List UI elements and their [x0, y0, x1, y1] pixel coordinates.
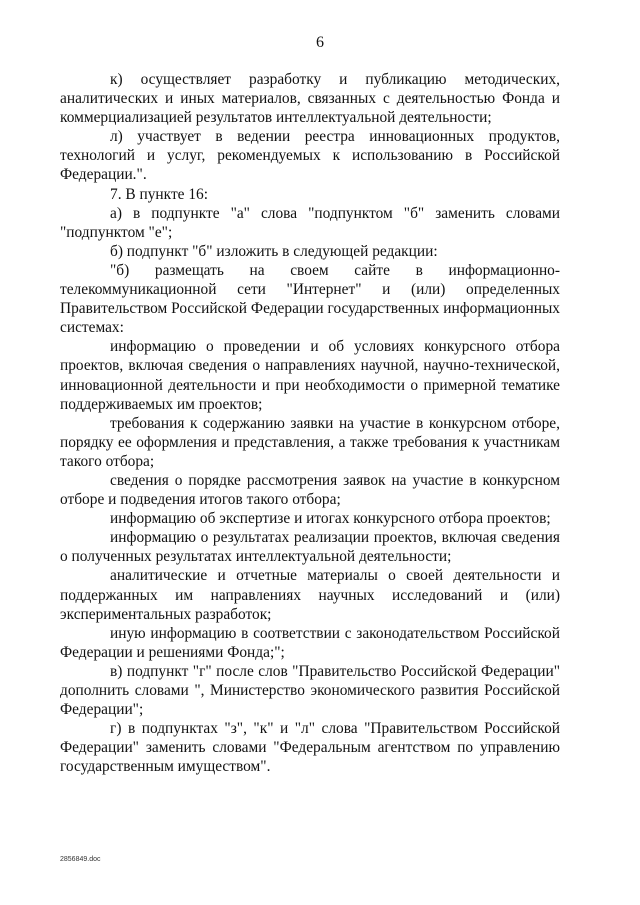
paragraph: требования к содержанию заявки на участие в конкурсном отборе, порядку ее оформления и представления, а также требования к участникам такого отбора; [60, 414, 560, 470]
paragraph: иную информацию в соответствии с законодательством Российской Федерации и решениями Фонда;"; [60, 624, 560, 661]
paragraph: л) участвует в ведении реестра инновационных продуктов, технологий и услуг, рекомендуемых к использованию в Российской Федерации.". [60, 128, 560, 184]
paragraph: аналитические и отчетные материалы о своей деятельности и поддержанных им направлениях научных исследований и (или) экспериментальных разработок; [60, 567, 560, 623]
paragraph: информацию о результатах реализации проектов, включая сведения о полученных результатах интеллектуальной деятельности; [60, 529, 560, 566]
paragraph: информацию об экспертизе и итогах конкурсного отбора проектов; [110, 510, 551, 528]
paragraph: 7. В пункте 16: [110, 185, 209, 203]
page-number: 6 [316, 34, 324, 51]
paragraph: в) подпункт "г" после слов "Правительство Российской Федерации" дополнить словами ", Министерство экономического развития Российской Федерации"; [60, 662, 560, 719]
paragraph: информацию о проведении и об условиях конкурсного отбора проектов, включая сведения о направлениях научной, научно-технической, инновационной деятельности и при необходимости о примерной тематике поддерживаемых им проектов; [60, 338, 560, 413]
document-body [60, 70, 560, 776]
paragraph: а) в подпункте "а" слова "подпунктом "б" заменить словами "подпунктом "е"; [60, 204, 560, 241]
paragraph: сведения о порядке рассмотрения заявок на участие в конкурсном отборе и подведения итогов такого отбора; [60, 471, 560, 509]
paragraph: "б) размещать на своем сайте в информационно-телекоммуникационной сети "Интернет" и (или) определенных Правительством Российской Федерации государственных информационных системах: [60, 261, 560, 337]
file-name-footer: 2856849.doc [60, 856, 101, 863]
paragraph: г) в подпунктах "з", "к" и "л" слова "Правительством Российской Федерации" заменить словами "Федеральным агентством по управлению государственным имуществом". [60, 720, 560, 776]
paragraph: б) подпункт "б" изложить в следующей редакции: [110, 242, 438, 260]
paragraph: к) осуществляет разработку и публикацию методических, аналитических и иных материалов, связанных с деятельностью Фонда и коммерциализацией результатов интеллектуальной деятельности; [60, 71, 560, 127]
